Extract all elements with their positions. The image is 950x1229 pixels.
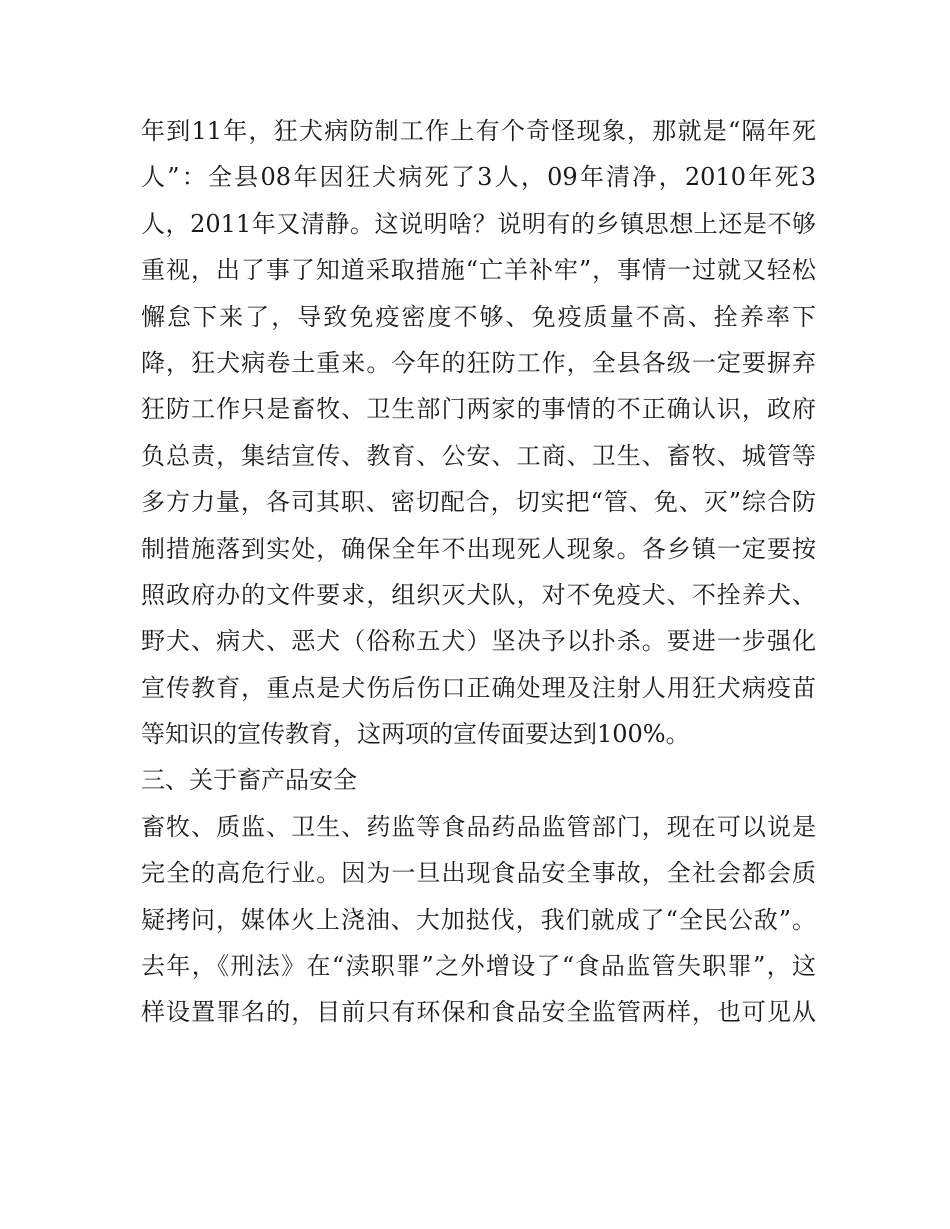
text-line: 照政府办的文件要求，组织灭犬队，对不免疫犬、不拴养犬、 — [141, 580, 816, 609]
text-line: 懈怠下来了，导致免疫密度不够、免疫质量不高、拴养率下 — [141, 302, 816, 331]
text-line: 等知识的宣传教育，这两项的宣传面要达到100%。 — [141, 720, 690, 749]
text-line: 去年，《刑法》在“渎职罪”之外增设了“食品监管失职罪”，这 — [141, 952, 816, 981]
text-line: 年到11年，狂犬病防制工作上有个奇怪现象，那就是“隔年死 — [141, 117, 816, 145]
text-line: 狂防工作只是畜牧、卫生部门两家的事情的不正确认识，政府 — [141, 395, 816, 424]
text-line: 人，2011年又清静。这说明啥？说明有的乡镇思想上还是不够 — [141, 209, 816, 238]
text-line: 人”：全县08年因狂犬病死了3人，09年清净，2010年死3 — [141, 163, 816, 192]
text-line: 降，狂犬病卷土重来。今年的狂防工作，全县各级一定要摒弃 — [141, 348, 816, 377]
text-line: 重视，出了事了知道采取措施“亡羊补牢”，事情一过就又轻松 — [141, 256, 816, 285]
text-line: 制措施落到实处，确保全年不出现死人现象。各乡镇一定要按 — [141, 534, 816, 563]
text-line: 样设置罪名的，目前只有环保和食品安全监管两样，也可见从 — [141, 998, 816, 1027]
text-line: 负总责，集结宣传、教育、公安、工商、卫生、畜牧、城管等 — [141, 441, 816, 470]
text-line: 完全的高危行业。因为一旦出现食品安全事故，全社会都会质 — [141, 859, 816, 888]
text-line: 野犬、病犬、恶犬（俗称五犬）坚决予以扑杀。要进一步强化 — [141, 627, 816, 656]
section-heading: 三、关于畜产品安全 — [141, 766, 357, 795]
body-text — [141, 108, 816, 1036]
text-line: 多方力量，各司其职、密切配合，切实把“管、免、灭”综合防 — [141, 488, 816, 517]
text-line: 畜牧、质监、卫生、药监等食品药品监管部门，现在可以说是 — [141, 812, 816, 841]
text-line: 疑拷问，媒体火上浇油、大加挞伐，我们就成了“全民公敌”。 — [141, 905, 816, 934]
text-line: 宣传教育，重点是犬伤后伤口正确处理及注射人用狂犬病疫苗 — [141, 673, 816, 702]
